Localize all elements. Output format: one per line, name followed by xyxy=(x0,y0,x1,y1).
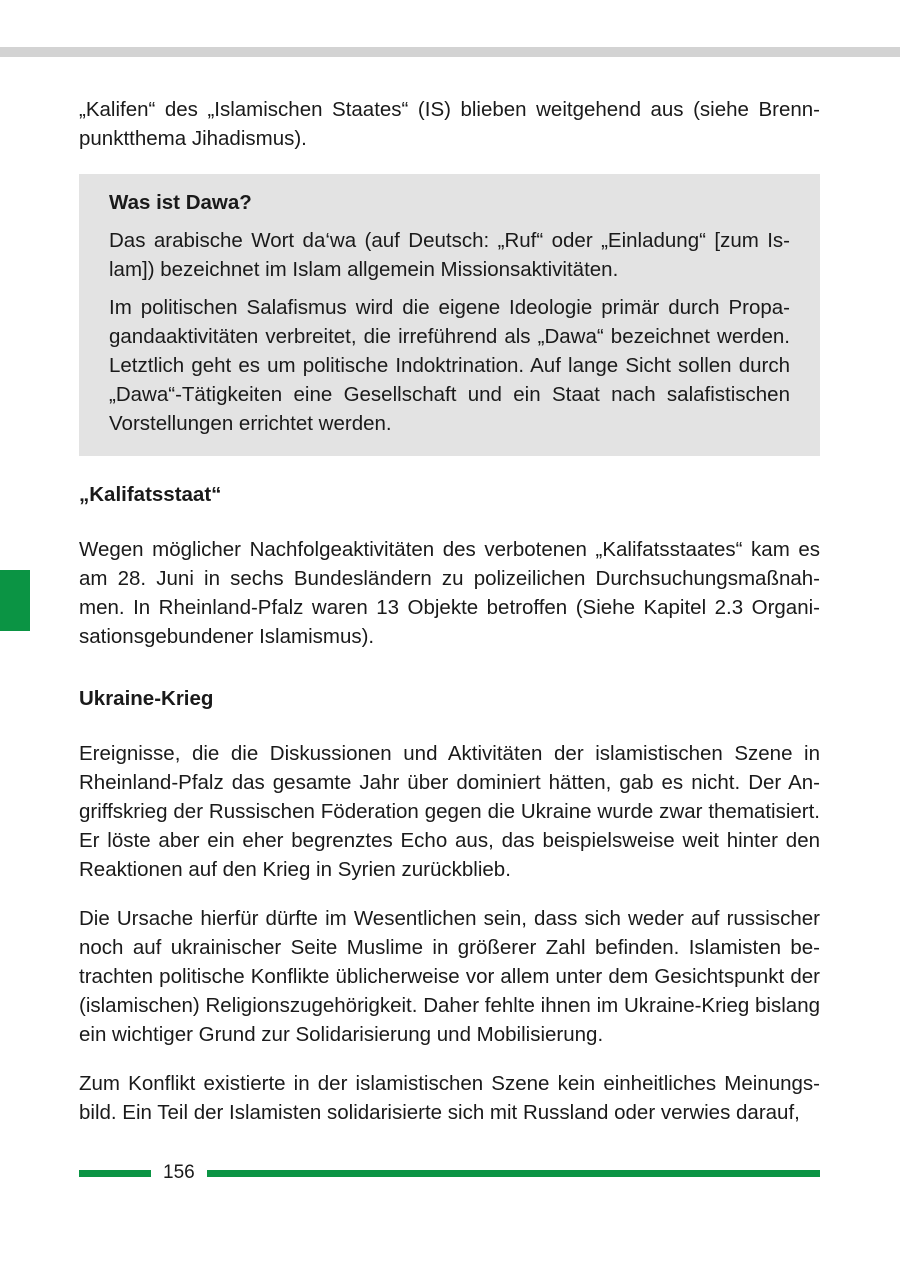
top-rule xyxy=(0,47,900,57)
footer-rule-right xyxy=(207,1170,820,1177)
section-heading-kalifatsstaat: „Kalifatsstaat“ xyxy=(79,483,222,506)
intro-paragraph: „Kalifen“ des „Islamischen Staates“ (IS) blieben weitgehend aus (siehe Brennpunktthema Jihadismus). xyxy=(79,98,820,150)
chapter-tab-marker xyxy=(0,570,30,631)
page-footer xyxy=(79,1160,820,1186)
section-paragraph: Die Ursache hierfür dürfte im Wesentlichen sein, dass sich weder auf russischer noch auf ukrainischer Seite Muslime in größerer Zahl befinden. Islamisten betrachten politische Konflikte üblicherweise vor allem unter dem Gesichtspunkt der (islamischen) Religionszugehörigkeit. Daher fehlte ihnen im Ukraine-Krieg bislang ein wichtiger Grund zur Solidarisierung und Mobilisierung. xyxy=(79,907,820,1046)
info-box-paragraph: Im politischen Salafismus wird die eigene Ideologie primär durch Propagandaaktivitäten verbreitet, die irreführend als „Dawa“ bezeichnet werden. Letztlich geht es um politische Indoktrination. Auf lange Sicht sollen durch „Dawa“-Tätigkeiten eine Gesellschaft und ein Staat nach salafistischen Vorstellungen errichtet werden. xyxy=(109,296,790,435)
page-number: 156 xyxy=(163,1162,195,1183)
section-paragraph: Wegen möglicher Nachfolgeaktivitäten des verbotenen „Kalifatsstaates“ kam es am 28. Juni in sechs Bundesländern zu polizeilichen Durchsuchungsmaßnahmen. In Rheinland-Pfalz waren 13 Objekte betroffen (Siehe Kapitel 2.3 Organisationsgebundener Islamismus). xyxy=(79,538,820,648)
section-paragraph: Ereignisse, die die Diskussionen und Aktivitäten der islamistischen Szene in Rheinland-Pfalz das gesamte Jahr über dominiert hätten, gab es nicht. Der Angriffskrieg der Russischen Föderation gegen die Ukraine wurde zwar thematisiert. Er löste aber ein eher begrenztes Echo aus, das beispielsweise weit hinter den Reaktionen auf den Krieg in Syrien zurückblieb. xyxy=(79,742,820,881)
info-box-title: Was ist Dawa? xyxy=(109,191,252,214)
info-box-dawa xyxy=(79,174,820,456)
section-heading-ukraine-krieg: Ukraine-Krieg xyxy=(79,687,214,710)
page-content xyxy=(79,95,820,1127)
info-box-paragraph: Das arabische Wort da‘wa (auf Deutsch: „Ruf“ oder „Einladung“ [zum Islam]) bezeichnet im Islam allgemein Missionsaktivitäten. xyxy=(109,229,790,281)
footer-rule-left xyxy=(79,1170,151,1177)
section-paragraph: Zum Konflikt existierte in der islamistischen Szene kein einheitliches Meinungsbild. Ein Teil der Islamisten solidarisierte sich mit Russland oder verwies darauf, xyxy=(79,1072,820,1124)
